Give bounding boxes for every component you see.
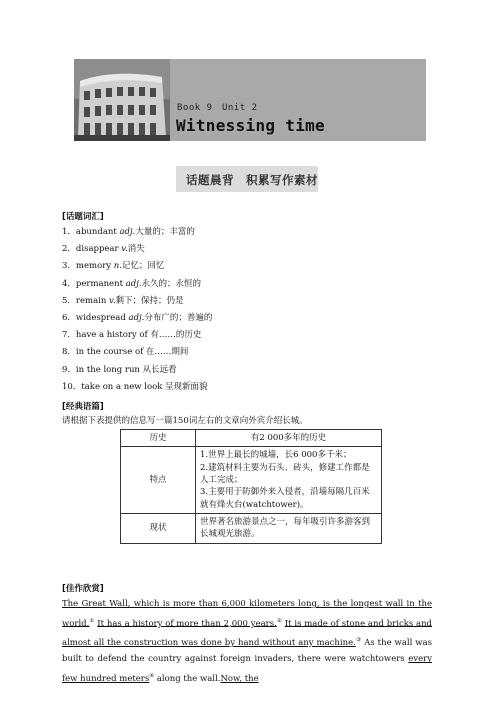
prompt-instruction: 请根据下表提供的信息写一篇150词左右的文章向外宾介绍长城。: [62, 416, 308, 426]
sentence-4b: every few hundred meters: [62, 654, 432, 684]
vocab-item: [62, 311, 212, 323]
vocab-meaning: 消失: [127, 244, 145, 255]
vocab-number: 6．: [62, 313, 76, 323]
vocab-meaning: 呈现新面貌: [165, 381, 208, 392]
vocab-item: [62, 294, 184, 306]
note-2: ②: [276, 617, 282, 624]
vocab-item: [62, 259, 164, 271]
unit-title: Witnessing time: [176, 116, 325, 135]
table-value: [196, 447, 382, 514]
vocab-word: in the course of: [75, 347, 144, 358]
table-key: 历史: [121, 430, 196, 447]
vocab-item: [62, 380, 208, 392]
vocab-word: widespread: [75, 313, 126, 323]
table-value: 有2 000多年的历史: [196, 430, 382, 447]
vocab-meaning: 永久的；永恒的: [141, 278, 202, 289]
vocab-meaning: 大量的；丰富的: [135, 227, 195, 237]
subheading: 话题晨背 积累写作素材: [186, 173, 318, 187]
vocab-meaning: 从长远看: [142, 364, 177, 375]
note-3: ③: [355, 637, 362, 644]
table-key: 现状: [121, 513, 196, 543]
vocab-number: 8．: [62, 347, 76, 358]
vocab-item: [62, 225, 195, 237]
model-essay: [62, 596, 432, 687]
sentence-2: It has a history of more than 2,000 years.: [97, 618, 277, 629]
note-4: ④: [149, 673, 155, 680]
vocab-word: permanent: [75, 278, 123, 289]
vocab-word: have a history of: [75, 330, 148, 341]
sentence-4c: along the wall.: [154, 673, 221, 684]
sentence-4a: As the wall was built to defend the country against foreign invaders, there were watchtowers: [62, 637, 432, 665]
vocab-word: disappear: [75, 244, 119, 255]
vocab-number: 1．: [62, 227, 76, 237]
vocab-pos: v.: [121, 244, 128, 255]
table-row: [121, 447, 382, 514]
vocab-word: take on a new look: [81, 381, 163, 392]
vocab-meaning: 分布广的；普遍的: [144, 313, 213, 323]
vocab-number: 5．: [62, 295, 76, 306]
info-table: [120, 429, 382, 544]
vocab-pos: adj.: [119, 227, 136, 237]
vocab-item: [62, 328, 201, 340]
prompt-heading: [经典语篇]: [62, 402, 104, 412]
table-row: [121, 513, 382, 543]
vocab-meaning: 记忆；回忆: [121, 261, 165, 272]
vocab-meaning: 有……的历史: [150, 330, 202, 341]
vocab-item: [62, 363, 177, 375]
vocab-meaning: 在……期间: [145, 347, 189, 358]
feature-3: 3.主要用于防御外来入侵者，沿墙每隔几百米就有烽火台(watchtower)。: [200, 487, 370, 510]
appreciation-heading: [佳作欣赏]: [62, 584, 104, 594]
sentence-5: Now, the: [220, 673, 259, 684]
vocab-pos: n.: [113, 261, 122, 272]
vocab-heading: [话题词汇]: [62, 212, 104, 222]
vocab-word: in the long run: [75, 364, 140, 375]
vocab-pos: adj.: [125, 278, 142, 289]
vocab-pos: adj.: [128, 313, 145, 323]
vocab-number: 10．: [62, 381, 82, 392]
table-row: [121, 430, 382, 447]
vocab-number: 9．: [62, 364, 76, 375]
vocab-number: 3．: [62, 261, 76, 272]
vocab-word: memory: [75, 261, 112, 272]
sentence-3: It is made of stone and bricks and almost all the construction was done by hand without any machine.: [62, 618, 433, 648]
vocab-item: [62, 277, 201, 289]
vocab-item: [62, 242, 145, 254]
table-value: 世界著名旅游景点之一，每年吸引许多游客到长城观光旅游。: [196, 513, 382, 543]
vocab-word: remain: [75, 295, 107, 306]
table-key: 特点: [121, 447, 196, 514]
feature-2: 2.建筑材料主要为石头、砖头，修建工作都是人工完成；: [200, 462, 370, 485]
vocab-pos: v.: [109, 295, 116, 306]
vocab-item: [62, 345, 188, 357]
sentence-1: The Great Wall, which is more than 6,000 kilometers long, is the longest wall in the world.: [62, 599, 432, 629]
vocab-number: 4．: [62, 278, 76, 289]
vocab-word: abundant: [75, 227, 117, 237]
feature-1: 1.世界上最长的城墙，长6 000多千米；: [200, 450, 352, 461]
note-1: ①: [89, 617, 95, 624]
vocab-meaning: 剩下；保持；仍是: [115, 295, 184, 306]
unit-label: Book 9 Unit 2: [177, 103, 258, 113]
vocab-number: 2．: [62, 244, 76, 255]
colosseum-image: [74, 59, 170, 141]
vocab-number: 7．: [62, 330, 76, 341]
